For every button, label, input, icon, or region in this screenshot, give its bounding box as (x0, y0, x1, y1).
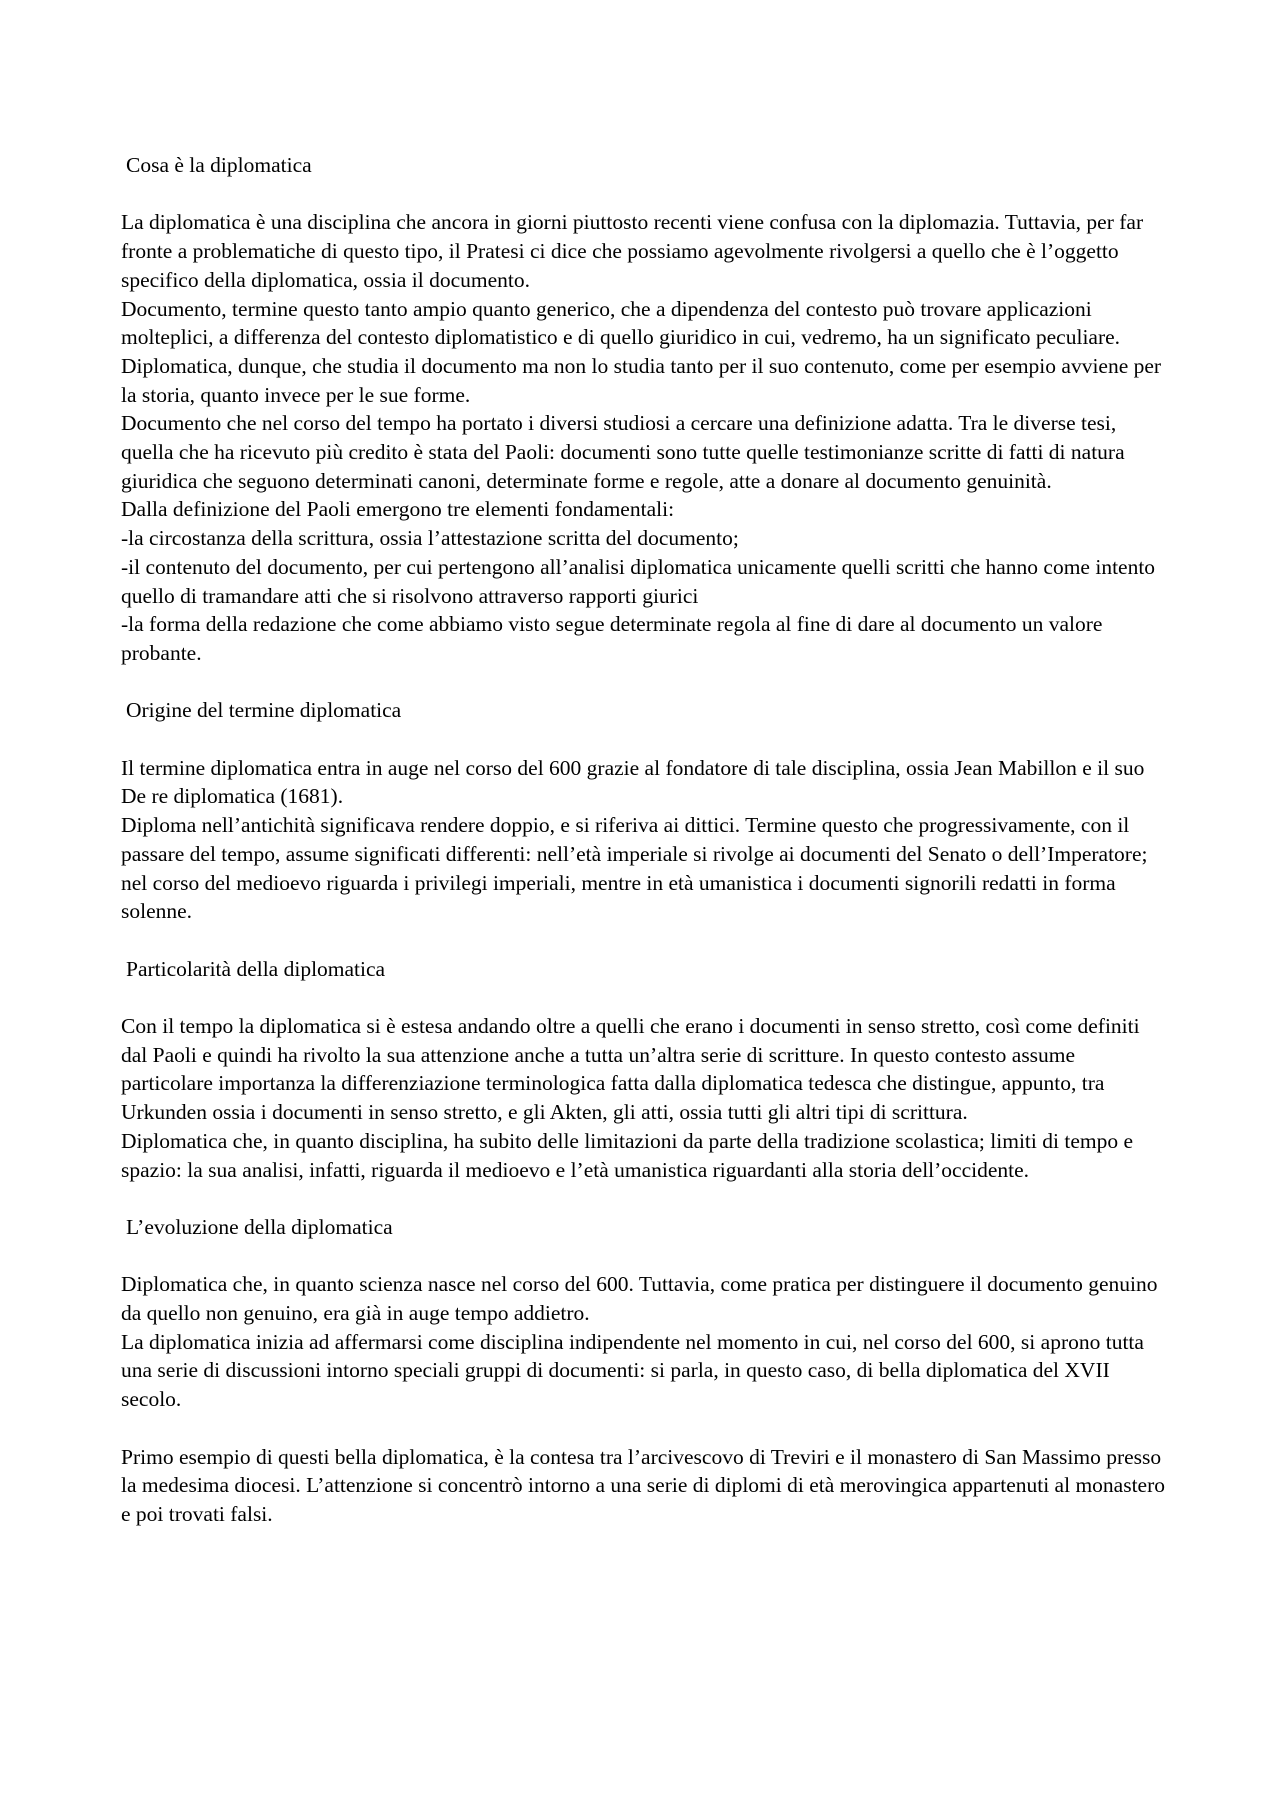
blank-line (121, 1242, 1171, 1271)
paragraph: La diplomatica inizia ad affermarsi come disciplina indipendente nel momento in cui, nel corso del 600, si aprono tutta una serie di discussioni intorno speciali gruppi di documenti: si parla, in questo caso, di bella diplomatica del XVII secolo. (121, 1329, 1144, 1412)
blank-line (121, 1184, 1171, 1213)
section-title-particolarita: Particolarità della diplomatica (126, 956, 386, 981)
paragraph: Dalla definizione del Paoli emergono tre elementi fondamentali: (121, 497, 675, 522)
paragraph: Documento che nel corso del tempo ha portato i diversi studiosi a cercare una definizione adatta. Tra le diverse tesi, quella che ha ricevuto più credito è stata del Paoli: documenti sono tutte quelle testimonianze scritte di fatti di natura giuridica che seguono determinati canoni, determinate forme e regole, atte a donare al documento genuinità. (121, 411, 1125, 493)
blank-line (121, 983, 1171, 1012)
section-title-origine-del-termine: Origine del termine diplomatica (126, 698, 402, 723)
paragraph: Diploma nell’antichità significava rendere doppio, e si riferiva ai dittici. Termine questo che progressivamente, con il passare del tempo, assume significati differenti: nell’età imperiale si rivolge ai documenti del Senato o dell’Imperatore; nel corso del medioevo riguarda i privilegi imperiali, mentre in età umanistica i documenti signorili redatti in forma solenne. (121, 813, 1148, 924)
paragraph: Il termine diplomatica entra in auge nel corso del 600 grazie al fondatore di tale disciplina, ossia Jean Mabillon e il suo De re diplomatica (1681). (121, 755, 1145, 809)
blank-line (121, 725, 1171, 754)
paragraph: Diplomatica, dunque, che studia il documento ma non lo studia tanto per il suo contenuto, come per esempio avviene per la storia, quanto invece per le sue forme. (121, 353, 1162, 407)
document-page (121, 151, 1171, 1529)
blank-line (121, 180, 1171, 209)
section-title-evoluzione: L’evoluzione della diplomatica (126, 1214, 393, 1239)
paragraph: Diplomatica che, in quanto disciplina, ha subito delle limitazioni da parte della tradizione scolastica; limiti di tempo e spazio: la sua analisi, infatti, riguarda il medioevo e l’età umanistica riguardanti alla storia dell’occidente. (121, 1128, 1134, 1182)
blank-line (121, 926, 1171, 955)
paragraph: Diplomatica che, in quanto scienza nasce nel corso del 600. Tuttavia, come pratica per distinguere il documento genuino da quello non genuino, era già in auge tempo addietro. (121, 1272, 1158, 1326)
paragraph: Primo esempio di questi bella diplomatica, è la contesa tra l’arcivescovo di Treviri e il monastero di San Massimo presso la medesima diocesi. L’attenzione si concentrò intorno a una serie di diplomi di età merovingica appartenuti al monastero e poi trovati falsi. (121, 1444, 1166, 1526)
list-item: -la forma della redazione che come abbiamo visto segue determinate regola al fine di dare al documento un valore probante. (121, 612, 1103, 665)
list-item: -la circostanza della scrittura, ossia l’attestazione scritta del documento; (121, 526, 739, 551)
blank-line (121, 1414, 1171, 1443)
section-title-cosa-e-la-diplomatica: Cosa è la diplomatica (126, 153, 312, 177)
paragraph: Con il tempo la diplomatica si è estesa andando oltre a quelli che erano i documenti in senso stretto, così come definiti dal Paoli e quindi ha rivolto la sua attenzione anche a tutta un’altra serie di scritture. In questo contesto assume particolare importanza la differenziazione terminologica fatta dalla diplomatica tedesca che distingue, appunto, tra Urkunden ossia i documenti in senso stretto, e gli Akten, gli atti, ossia tutti gli altri tipi di scrittura. (121, 1014, 1140, 1125)
paragraph: La diplomatica è una disciplina che ancora in giorni piuttosto recenti viene confusa con la diplomazia. Tuttavia, per far fronte a problematiche di questo tipo, il Pratesi ci dice che possiamo agevolmente rivolgersi a quello che è l’oggetto specifico della diplomatica, ossia il documento. (121, 210, 1144, 292)
blank-line (121, 668, 1171, 697)
list-item: -il contenuto del documento, per cui pertengono all’analisi diplomatica unicamente quelli scritti che hanno come intento quello di tramandare atti che si risolvono attraverso rapporti giurici (121, 554, 1156, 608)
paragraph: Documento, termine questo tanto ampio quanto generico, che a dipendenza del contesto può trovare applicazioni molteplici, a differenza del contesto diplomatistico e di quello giuridico in cui, vedremo, ha un significato peculiare. (121, 296, 1121, 350)
